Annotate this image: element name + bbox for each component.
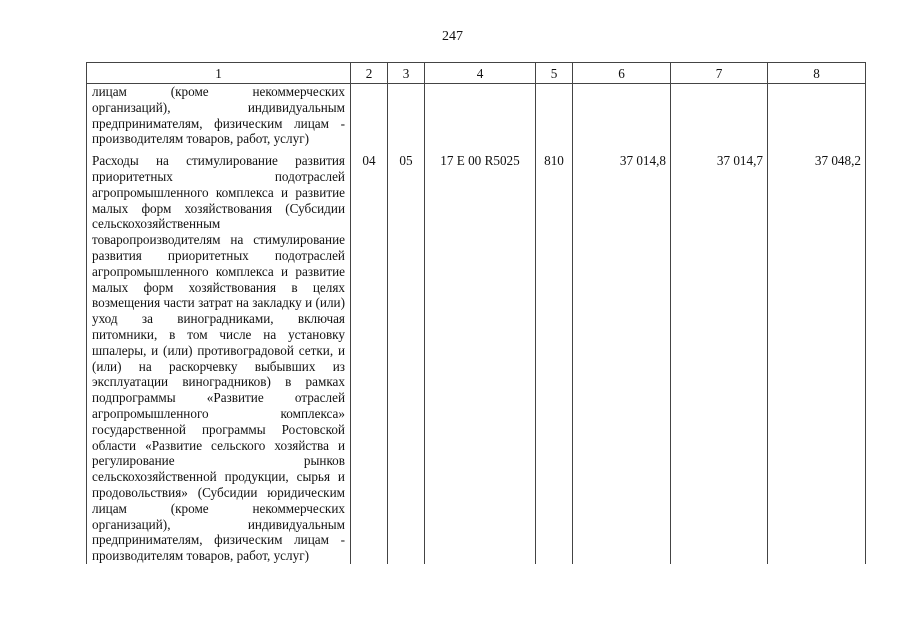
section-code (351, 84, 388, 148)
amount-col-7: 37 014,7 (671, 147, 768, 564)
target-article-code: 17 Е 00 R5025 (425, 147, 536, 564)
amount-col-6: 37 014,8 (573, 147, 671, 564)
budget-table (86, 62, 866, 564)
header-col-6: 6 (573, 63, 671, 84)
amount-col-8: 37 048,2 (768, 147, 866, 564)
header-col-8: 8 (768, 63, 866, 84)
header-col-4: 4 (425, 63, 536, 84)
row-name-text: Расходы на стимулирование развития приоритетных подотраслей агропромышленного комплекса и развитие малых форм хозяйствования (Субсидии сельскохозяйственным товаропроизводителям на стимулирование развития приоритетных подотраслей агропромышленного комплекса и развитие малых форм хозяйствования в целях возмещения части затрат на закладку и (или) уход за виноградниками, включая питомники, в том числе на установку шпалеры, и (или) противоградовой сетки, и (или) на раскорчевку выбывших из эксплуатации виноградников) в рамках подпрограммы «Развитие отраслей агропромышленного комплекса» государственной программы Ростовской области «Развитие сельского хозяйства и регулирование рынков сельскохозяйственной продукции, сырья и продовольствия» (Субсидии юридическим лицам (кроме некоммерческих организаций), индивидуальным предпринимателям, физическим лицам - производителям товаров, работ, услуг) (92, 153, 345, 564)
expense-type-code: 810 (536, 147, 573, 564)
subsection-code: 05 (388, 147, 425, 564)
header-col-1: 1 (87, 63, 351, 84)
header-row (87, 63, 866, 84)
amount-col-6 (573, 84, 671, 148)
amount-col-7 (671, 84, 768, 148)
subsection-code (388, 84, 425, 148)
header-col-3: 3 (388, 63, 425, 84)
row-name-cell (87, 84, 351, 148)
section-code: 04 (351, 147, 388, 564)
row-name-cell (87, 147, 351, 564)
table-row (87, 84, 866, 148)
row-name-text: лицам (кроме некоммерческих организаций), индивидуальным предпринимателям, физическим лицам - производителям товаров, работ, услуг) (92, 84, 345, 147)
header-col-2: 2 (351, 63, 388, 84)
header-col-7: 7 (671, 63, 768, 84)
expense-type-code (536, 84, 573, 148)
header-col-5: 5 (536, 63, 573, 84)
amount-col-8 (768, 84, 866, 148)
table-row (87, 147, 866, 564)
target-article-code (425, 84, 536, 148)
page-number: 247 (442, 29, 463, 44)
